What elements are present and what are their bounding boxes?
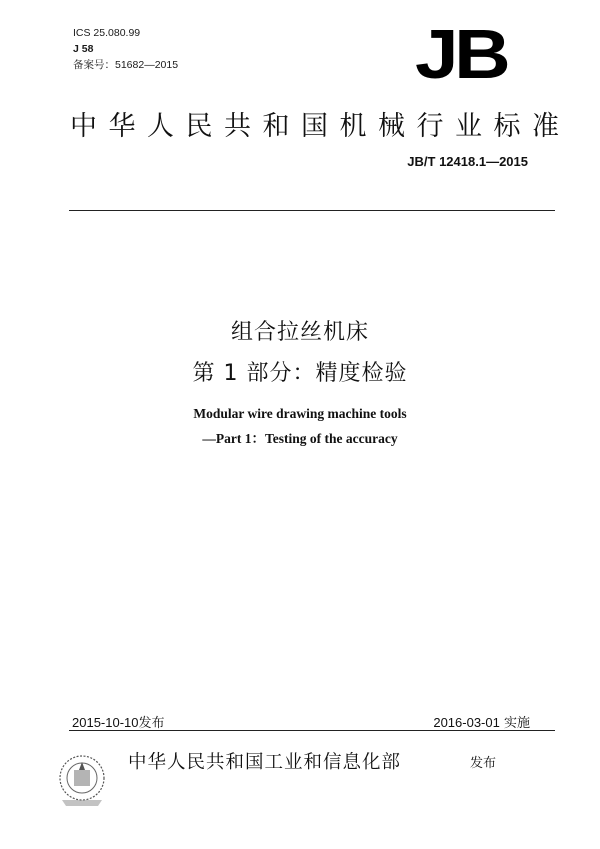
chinese-title-line-1: 组合拉丝机床 xyxy=(230,320,369,345)
implementation-label: 实施 xyxy=(503,716,530,731)
chinese-title-line-2: 第 1 部分：精度检验 xyxy=(192,361,408,386)
j-code: J 58 xyxy=(73,43,94,55)
filing-number: 备案号：51682—2015 xyxy=(73,59,179,71)
ministry-emblem-icon xyxy=(54,750,110,810)
implementation-date xyxy=(433,712,530,731)
issue-date-value: 2015-10-10 xyxy=(72,715,139,730)
english-title-line-2: —Part 1：Testing of the accuracy xyxy=(202,431,398,446)
standard-number: JB/T 12418.1—2015 xyxy=(407,154,528,169)
footer-divider xyxy=(69,730,555,731)
jb-logo: JB xyxy=(415,15,507,93)
implementation-date-value: 2016-03-01 xyxy=(433,715,500,730)
publisher-name: 中华人民共和国工业和信息化部 xyxy=(128,752,402,773)
ics-code: ICS 25.080.99 xyxy=(73,27,141,39)
issue-date xyxy=(72,712,165,731)
issue-label: 发布 xyxy=(138,716,165,731)
publish-label: 发布 xyxy=(470,756,497,771)
english-title-line-1: Modular wire drawing machine tools xyxy=(193,406,407,421)
industry-standard-title: 中华人民共和国机械行业标准 xyxy=(70,111,571,142)
header-divider xyxy=(69,210,555,211)
